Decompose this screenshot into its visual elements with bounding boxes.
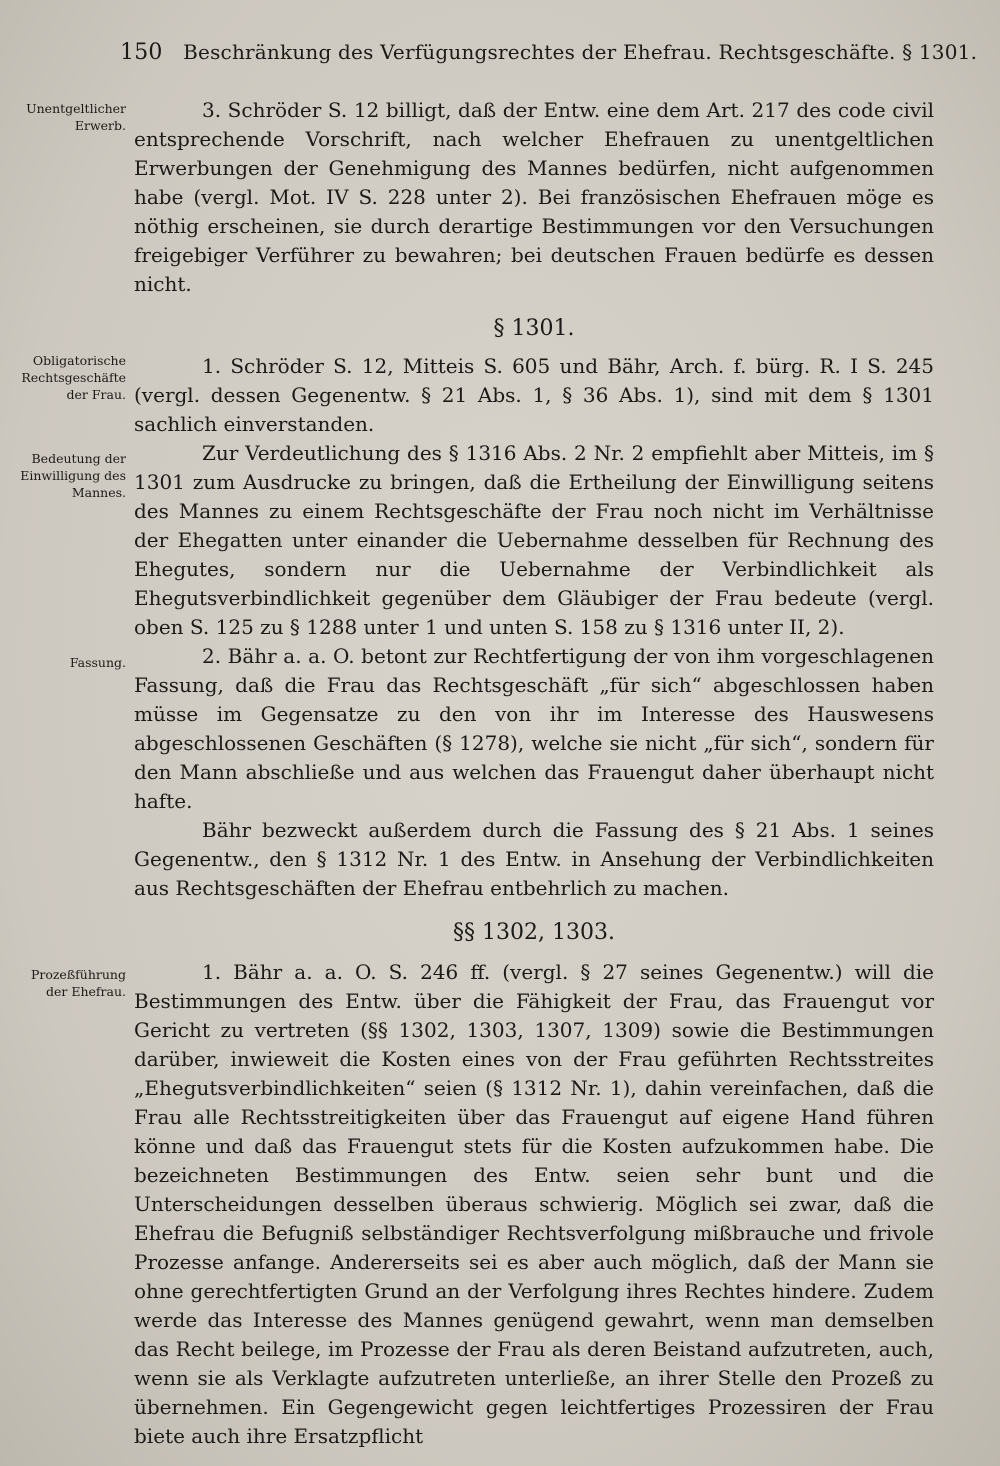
section-1302-1303 [134, 958, 934, 1451]
paragraph-2-baehr-fassung: 2. Bähr a. a. O. betont zur Rechtfertigung der von ihm vorgeschlagenen Fassung, daß die Frau das Rechtsgeschäft „für sich“ abgeschlossen haben müsse im Gegensatze zu den von ihr im Interesse des Hauswesens abgeschlossenen Geschäften (§ 1278), welche sie nicht „für sich“, sondern für den Mann abschließe und aus welchen das Frauengut daher überhaupt nicht hafte. [134, 644, 934, 813]
paragraph-baehr-bezweckt: Bähr bezweckt außerdem durch die Fassung des § 21 Abs. 1 seines Gegenentw., den § 1312 Nr. 1 des Entw. in Ansehung der Verbindlichkeiten aus Rechtsgeschäften der Ehefrau entbehrlich zu machen. [134, 818, 934, 900]
margin-note-bedeutung-einwilligung: Bedeutung der Einwilligung des Mannes. [20, 451, 126, 500]
section-heading-1301: § 1301. [493, 316, 575, 341]
margin-note-obligatorische-rechtsgeschaefte: Obligatorische Rechtsgeschäfte der Frau. [21, 353, 126, 402]
paragraph-1-baehr-prozess: 1. Bähr a. a. O. S. 246 ff. (vergl. § 27 seines Gegenentw.) will die Bestimmungen des Entw. über die Fähigkeit der Frau, das Frauengut vor Gericht zu vertreten (§§ 1302, 1303, 1307, 1309) sowie die Bestimmungen darüber, inwieweit die Kosten eines von der Frau geführten Rechtsstreites „Ehegutsverbindlichkeiten“ seien (§ 1312 Nr. 1), dahin vereinfachen, daß die Frau alle Rechtsstreitigkeiten über das Frauengut auf eigene Hand führen könne und daß das Frauengut stets für die Kosten aufzukommen habe. Die bezeichneten Bestimmungen des Entw. seien sehr bunt und die Unterscheidungen desselben überaus schwierig. Möglich sei zwar, daß die Ehefrau die Befugniß selbständiger Rechtsverfolgung mißbrauche und frivole Prozesse anfange. Andererseits sei es aber auch möglich, daß der Mann sie ohne gerechtfertigten Grund an der Verfolgung ihres Rechtes hindere. Zudem werde das Interesse des Mannes genügend gewahrt, wenn man demselben das Recht beilege, im Prozesse der Frau als deren Beistand aufzutreten, auch, wenn sie als Verklagte aufzutreten unterließe, an ihrer Stelle den Prozeß zu übernehmen. Ein Gegengewicht gegen leichtfertiges Prozessiren der Frau biete auch ihre Ersatzpflicht [134, 960, 934, 1448]
margin-note-unentgeltlicher-erwerb: Unentgeltlicher Erwerb. [26, 101, 126, 133]
margin-note-prozessfuehrung: Prozeßführung der Ehefrau. [30, 967, 126, 999]
page-number: 150 [120, 40, 163, 65]
section-heading-1302-1303: §§ 1302, 1303. [453, 920, 615, 945]
paragraph-3-schroeder: 3. Schröder S. 12 billigt, daß der Entw. eine dem Art. 217 des code civil entsprechende Vorschrift, nach welcher Ehefrauen zu unentgeltlichen Erwerbungen der Genehmigung des Mannes bedürfen, nicht aufgenommen habe (vergl. Mot. IV S. 228 unter 2). Bei französischen Ehefrauen möge es nöthig erscheinen, sie durch derartige Bestimmungen vor den Versuchungen freigebiger Verführer zu bewahren; bei deutschen Frauen bedürfe es dessen nicht. [134, 98, 934, 296]
paragraph-verdeutlichung: Zur Verdeutlichung des § 1316 Abs. 2 Nr. 2 empfiehlt aber Mitteis, im § 1301 zum Ausdrucke zu bringen, daß die Ertheilung der Einwilligung seitens des Mannes zu einem Rechtsgeschäfte der Frau noch nicht im Verhältnisse der Ehegatten unter einander die Uebernahme desselben für Rechnung des Ehegutes, sondern nur die Uebernahme der Verbindlichkeit als Ehegutsverbindlichkeit gegenüber dem Gläubiger der Frau bedeute (vergl. oben S. 125 zu § 1288 unter 1 und unten S. 158 zu § 1316 unter II, 2). [134, 441, 934, 639]
margin-note-fassung: Fassung. [69, 655, 126, 670]
section-1301 [134, 352, 934, 903]
running-title: Beschränkung des Verfügungsrechtes der Ehefrau. Rechtsgeschäfte. § 1301. [183, 40, 978, 64]
section-intro [134, 96, 934, 299]
paragraph-1-schroeder-mitteis: 1. Schröder S. 12, Mitteis S. 605 und Bähr, Arch. f. bürg. R. I S. 245 (vergl. dessen Gegenentw. § 21 Abs. 1, § 36 Abs. 1), sind mit dem § 1301 sachlich einverstanden. [134, 354, 934, 436]
page-header [120, 40, 978, 65]
